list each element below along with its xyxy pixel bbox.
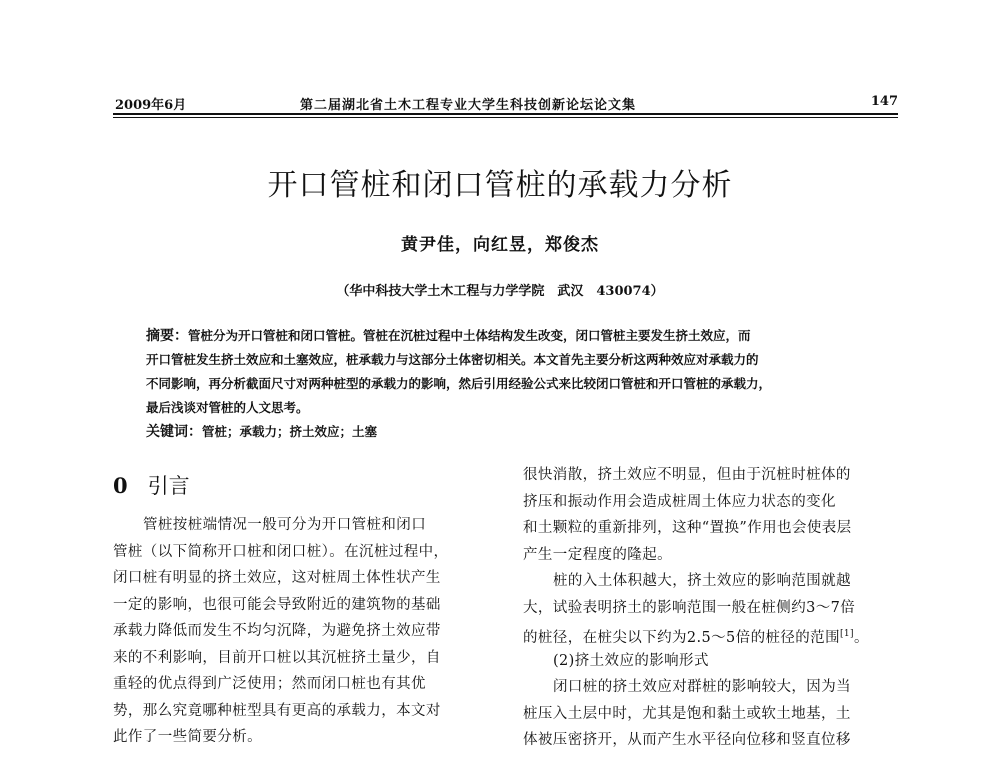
paper-title: 开口管桩和闭口管桩的承载力分析 xyxy=(267,168,733,203)
abstract-text: 管桩分为开口管桩和闭口管桩。管桩在沉桩过程中土体结构发生改变，闭口管桩主要发生挤土效应，而 xyxy=(188,328,751,343)
left-column xyxy=(113,512,493,751)
abstract-line: 开口管桩发生挤土效应和土塞效应，桩承载力与这部分土体密切相关。本文首先主要分析这两种效应对承载力的 xyxy=(146,352,759,367)
paragraph-text: 的桩径，在桩尖以下约为2.5～5倍的桩径的范围 xyxy=(523,629,840,646)
abstract-label: 摘要： xyxy=(146,328,188,344)
paragraph-line: 此作了一些简要分析。 xyxy=(113,729,262,745)
header-page-number: 147 xyxy=(870,94,898,109)
paragraph-line: 闭口桩有明显的挤土效应，这对桩周土体性状产生 xyxy=(113,570,441,586)
header-journal-title: 第二届湖北省土木工程专业大学生科技创新论坛论文集 xyxy=(300,98,637,113)
paragraph-line: 体被压密挤开，从而产生水平径向位移和竖直位移 xyxy=(523,732,851,748)
paragraph-line: 和土颗粒的重新排列，这种“置换”作用也会使表层 xyxy=(523,520,852,536)
paper-authors: 黄尹佳，向红昱，郑俊杰 xyxy=(401,235,599,255)
paragraph-line: 挤压和振动作用会造成桩周土体应力状态的变化 xyxy=(523,493,836,510)
right-column xyxy=(523,462,901,754)
paragraph-line: 管桩（以下简称开口桩和闭口桩）。在沉桩过程中， xyxy=(113,543,449,560)
paragraph-line: 承载力降低而发生不均匀沉降，为避免挤土效应带 xyxy=(113,623,441,639)
paragraph-line: 管桩按桩端情况一般可分为开口管桩和闭口 xyxy=(143,517,427,533)
abstract-line: 不同影响，再分析截面尺寸对两种桩型的承载力的影响，然后引用经验公式来比较闭口管桩和开口管桩的承载力， xyxy=(146,376,772,391)
paragraph-line: 势，那么究竟哪种桩型具有更高的承载力，本文对 xyxy=(113,702,441,719)
abstract xyxy=(146,324,876,420)
paragraph-line: 桩的入土体积越大，挤土效应的影响范围就越 xyxy=(553,573,851,589)
paragraph-line: 一定的影响，也很可能会导致附近的建筑物的基础 xyxy=(113,596,441,613)
paragraph-text-tail: 。 xyxy=(853,629,869,646)
abstract-line: 最后浅谈对管桩的人文思考。 xyxy=(146,400,309,415)
header-date: 2009年6月 xyxy=(115,98,187,113)
keywords xyxy=(146,421,876,441)
paragraph-line: 来的不利影响，目前开口桩以其沉桩挤土量少，自 xyxy=(113,649,441,666)
subsection-heading: (2)挤土效应的影响形式 xyxy=(553,652,709,669)
paragraph-line xyxy=(523,621,901,648)
paragraph-line: 重轻的优点得到广泛使用；然而闭口桩也有其优 xyxy=(113,676,426,692)
paragraph-line: 很快消散，挤土效应不明显，但由于沉桩时桩体的 xyxy=(523,467,851,483)
running-header xyxy=(115,92,898,114)
paragraph-line: 闭口桩的挤土效应对群桩的影响较大，因为当 xyxy=(553,679,851,695)
section-heading xyxy=(113,470,190,500)
paragraph-line: 产生一定程度的隆起。 xyxy=(523,546,672,563)
keywords-text: 管桩；承载力；挤土效应；土塞 xyxy=(202,424,378,439)
header-rule xyxy=(113,113,898,118)
section-title: 引言 xyxy=(147,474,190,498)
abstract-line xyxy=(146,324,876,348)
paragraph-line: 大，试验表明挤土的影响范围一般在桩侧约3～7倍 xyxy=(523,599,856,616)
paragraph-line: 桩压入土层中时，尤其是饱和黏土或软土地基，土 xyxy=(523,705,851,722)
section-number: 0 xyxy=(113,473,128,498)
citation-reference[interactable]: [1] xyxy=(839,629,854,639)
keywords-label: 关键词： xyxy=(146,424,202,440)
paper-affiliation: （华中科技大学土木工程与力学学院 武汉 430074） xyxy=(336,284,664,299)
